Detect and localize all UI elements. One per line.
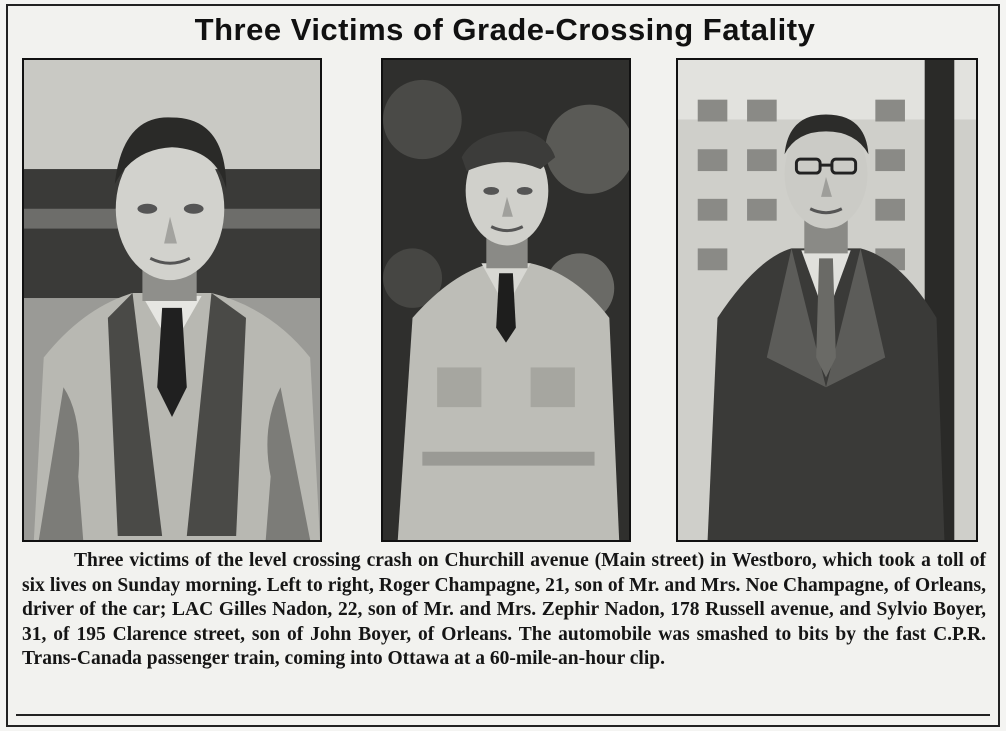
headline: Three Victims of Grade-Crossing Fatality: [194, 12, 816, 47]
photo-center-portrait: [381, 58, 631, 542]
photo-left-portrait: [22, 58, 322, 542]
photo-caption: Three victims of the level crossing crash on Churchill avenue (Main street) in Westboro, which took a toll of six lives on Sunday morning. Left to right, Roger Champagne, 21, son of Mr. and Mrs. Noe Champagne, of Orleans, driver of the car; LAC Gilles Nadon, 22, son of Mr. and Mrs. Zephir Nadon, 178 Russell avenue, and Sylvio Boyer, 31, of 195 Clarence street, son of John Boyer, of Orleans. The automobile was smashed to bits by the fast C.P.R. Trans-Canada passenger train, coming into Ottawa at a 60-mile-an-hour clip.: [22, 550, 986, 669]
newspaper-clipping: [6, 4, 1000, 727]
photo-right-portrait: [676, 58, 978, 542]
bottom-rule: [16, 714, 990, 716]
